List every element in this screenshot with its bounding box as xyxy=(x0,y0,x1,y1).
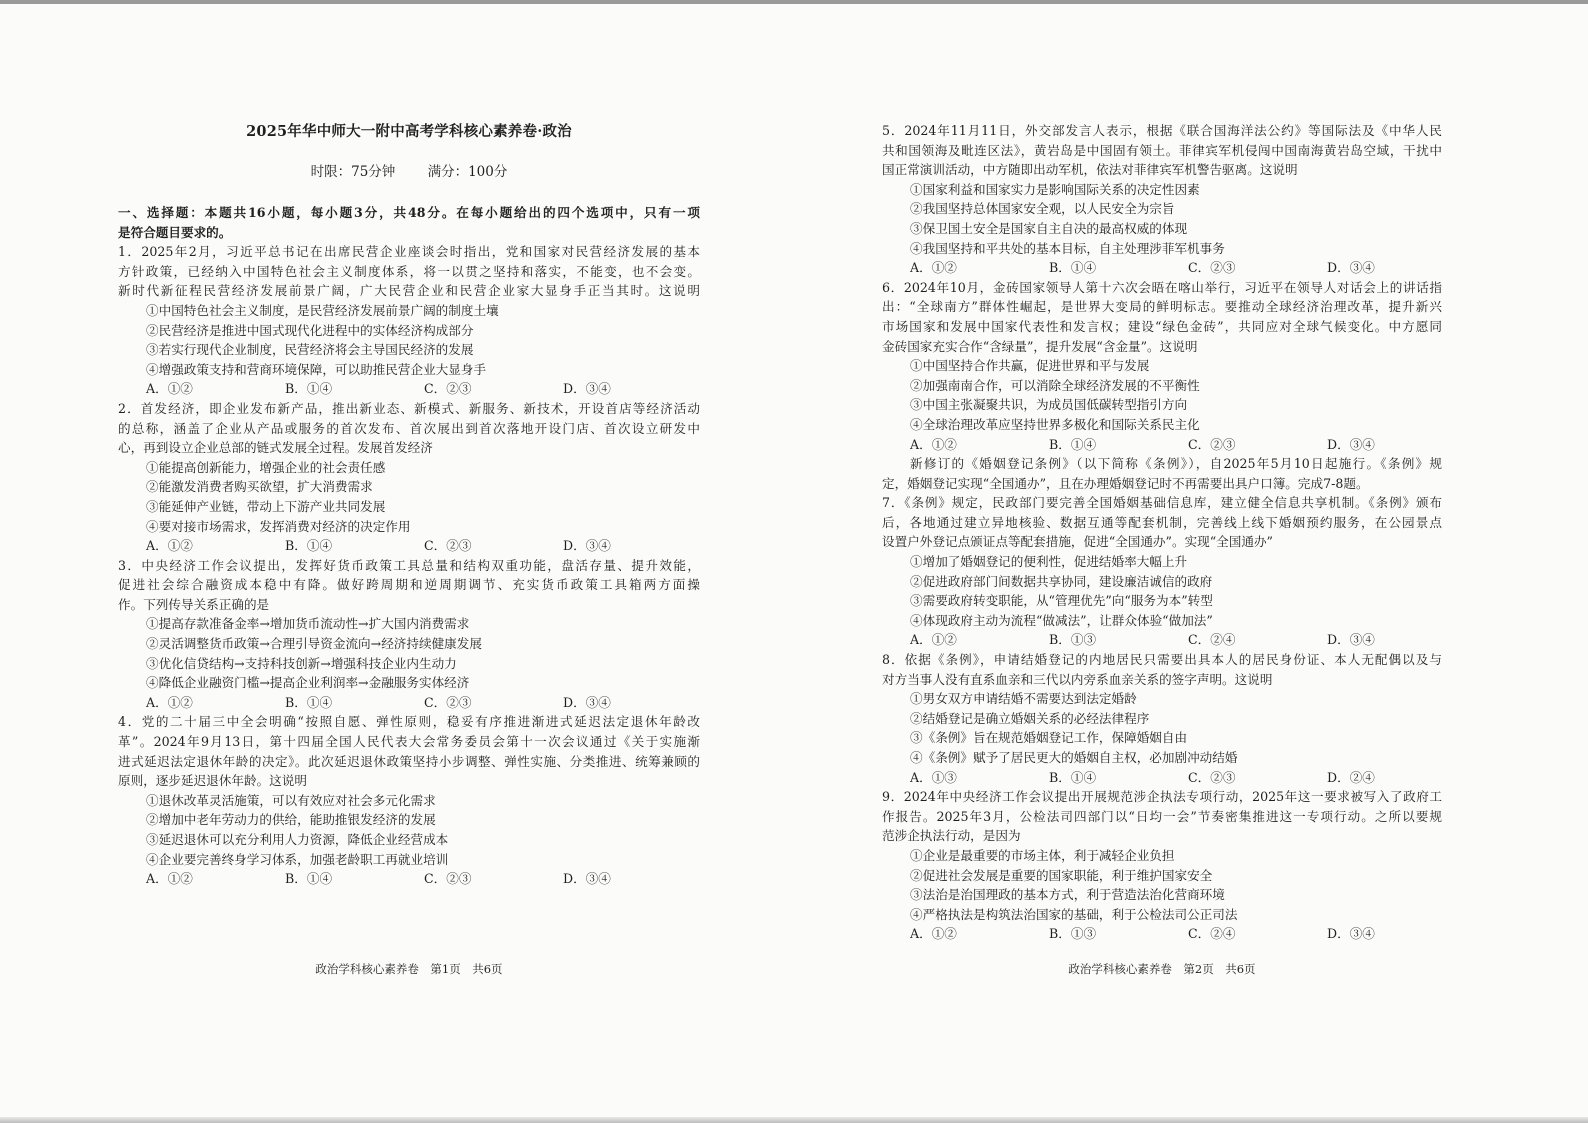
answer-options xyxy=(882,435,1442,455)
answer-option: C．②③ xyxy=(424,538,472,554)
scan-edge-bottom xyxy=(0,1117,1588,1123)
text-line: ②灵活调整货币政策→合理引导资金流向→经济持续健康发展 xyxy=(146,636,482,652)
text-line: 范涉企执法行动，是因为 xyxy=(882,828,1021,844)
answer-options xyxy=(882,258,1442,278)
text-line: 促进社会综合融资成本稳中有降。做好跨周期和逆周期调节、充实货币政策工具箱两方面操 xyxy=(118,577,700,593)
time-limit: 时限：75分钟 xyxy=(310,164,396,180)
answer-option: B．①④ xyxy=(285,538,333,554)
text-line: ①国家利益和国家实力是影响国际关系的决定性因素 xyxy=(910,181,1200,197)
text-line: 心，再到设立企业总部的链式发展全过程。发展首发经济 xyxy=(118,440,433,456)
text-line: 定，婚姻登记实现“全国通办”，且在办理婚姻登记时不再需要出具户口簿。完成7-8题。 xyxy=(882,475,1369,491)
text-line: ③法治是治国理政的基本方式，利于营造法治化营商环境 xyxy=(910,887,1225,903)
exam-page-1 xyxy=(118,0,700,1123)
answer-option: A．①② xyxy=(910,436,957,452)
answer-option: D．③④ xyxy=(563,538,611,554)
text-line: 2．首发经济，即企业发布新产品，推出新业态、新模式、新服务、新技术，开设首店等经济活动 xyxy=(118,400,700,416)
text-line: 革”。2024年9月13日，第十四届全国人民代表大会常务委员会第十一次会议通过《关于实施渐 xyxy=(118,734,700,750)
text-line: 设置户外登记点颁证点等配套措施，促进“全国通办”。实现“全国通办” xyxy=(882,534,1273,550)
text-line: ③中国主张凝聚共识，为成员国低碳转型指引方向 xyxy=(910,397,1188,413)
answer-option: B．①④ xyxy=(285,871,333,887)
text-line: ④全球治理改革应坚持世界多极化和国际关系民主化 xyxy=(910,416,1200,432)
text-line: 是符合题目要求的。 xyxy=(118,224,232,240)
text-line: ①增加了婚姻登记的便利性，促进结婚率大幅上升 xyxy=(910,554,1188,570)
text-line: 一、选择题：本题共16小题，每小题3分，共48分。在每小题给出的四个选项中，只有一项 xyxy=(118,205,700,220)
answer-option: B．①④ xyxy=(285,694,333,710)
text-line: ④我国坚持和平共处的基本目标，自主处理涉菲军机事务 xyxy=(910,240,1225,256)
answer-option: C．②④ xyxy=(1188,632,1236,648)
answer-option: D．③④ xyxy=(563,381,611,397)
answer-option: C．②③ xyxy=(424,871,472,887)
answer-option: D．②④ xyxy=(1327,769,1375,785)
answer-option: B．①④ xyxy=(1049,769,1097,785)
answer-option: A．①② xyxy=(146,538,193,554)
text-line: ④要对接市场需求，发挥消费对经济的决定作用 xyxy=(146,518,411,534)
answer-options xyxy=(118,693,700,713)
text-line: ①企业是最重要的市场主体，利于减轻企业负担 xyxy=(910,847,1175,863)
answer-option: A．①② xyxy=(146,871,193,887)
text-line: ③保卫国土安全是国家自主自决的最高权威的体现 xyxy=(910,220,1188,236)
text-line: ①退休改革灵活施策，可以有效应对社会多元化需求 xyxy=(146,792,436,808)
page-1-questions xyxy=(118,203,700,889)
text-line: ①提高存款准备金率→增加货币流动性→扩大国内消费需求 xyxy=(146,616,470,632)
text-line: ③需要政府转变职能，从“管理优先”向“服务为本”转型 xyxy=(910,593,1213,609)
text-line: 4．党的二十届三中全会明确“按照自愿、弹性原则，稳妥有序推进渐进式延迟法定退休年龄改 xyxy=(118,714,700,730)
text-line: 8．依据《条例》，申请结婚登记的内地居民只需要出具本人的居民身份证、本人无配偶以及与 xyxy=(882,652,1442,668)
exam-meta xyxy=(118,160,700,180)
text-line: 后，各地通过建立异地核验、数据互通等配套机制，完善线上线下婚姻预约服务，在公园景点 xyxy=(882,514,1442,530)
text-line: ③若实行现代企业制度，民营经济将会主导国民经济的发展 xyxy=(146,342,474,358)
answer-option: A．①② xyxy=(910,926,957,942)
text-line: 金砖国家充实合作“含绿量”，提升发展“含金量”。这说明 xyxy=(882,338,1198,354)
text-line: ②民营经济是推进中国式现代化进程中的实体经济构成部分 xyxy=(146,322,474,338)
page-1-footer: 政治学科核心素养卷 第1页 共6页 xyxy=(315,962,503,976)
answer-option: D．③④ xyxy=(1327,632,1375,648)
text-line: ③《条例》旨在规范婚姻登记工作，保障婚姻自由 xyxy=(910,730,1188,746)
text-line: 新时代新征程民营经济发展前景广阔，广大民营企业和民营企业家大显身手正当其时。这说明 xyxy=(118,283,700,299)
text-line: ②结婚登记是确立婚姻关系的必经法律程序 xyxy=(910,710,1150,726)
text-line: ③延迟退休可以充分利用人力资源，降低企业经营成本 xyxy=(146,832,449,847)
text-line: ③能延伸产业链，带动上下游产业共同发展 xyxy=(146,498,386,514)
answer-option: C．②③ xyxy=(1188,260,1236,276)
exam-page-2 xyxy=(882,0,1442,1123)
answer-option: C．②④ xyxy=(1188,926,1236,942)
answer-option: B．①④ xyxy=(1049,436,1097,452)
answer-option: A．①② xyxy=(146,381,193,397)
answer-option: D．③④ xyxy=(1327,926,1375,942)
text-line: 7．《条例》规定，民政部门要完善全国婚姻基础信息库，建立健全信息共享机制。《条例》颁布 xyxy=(882,495,1442,511)
answer-option: D．③④ xyxy=(563,871,611,887)
answer-option: B．①③ xyxy=(1049,926,1097,942)
text-line: 3．中央经济工作会议提出，发挥好货币政策工具总量和结构双重功能，盘活存量、提升效能， xyxy=(118,557,700,573)
answer-options xyxy=(882,630,1442,650)
answer-options xyxy=(882,924,1442,944)
text-line: 的总称，涵盖了企业从产品或服务的首次发布、首次展出到首次落地开设门店、首次设立研发中 xyxy=(118,420,700,436)
text-line: ②能激发消费者购买欲望，扩大消费需求 xyxy=(146,479,373,495)
text-line: 5．2024年11月11日，外交部发言人表示，根据《联合国海洋法公约》等国际法及《中华人民 xyxy=(882,123,1442,138)
answer-options xyxy=(118,379,700,399)
answer-option: B．①③ xyxy=(1049,632,1097,648)
text-line: 方针政策，已经纳入中国特色社会主义制度体系，将一以贯之坚持和落实，不能变，也不会变。 xyxy=(118,263,700,279)
answer-option: A．①② xyxy=(146,694,193,710)
answer-option: A．①② xyxy=(910,260,957,276)
text-line: ④《条例》赋予了居民更大的婚姻自主权，必加剧冲动结婚 xyxy=(910,750,1238,765)
text-line: 9．2024年中央经济工作会议提出开展规范涉企执法专项行动，2025年这一要求被写入了政府工 xyxy=(882,789,1442,805)
text-line: ④增强政策支持和营商环境保障，可以助推民营企业大显身手 xyxy=(146,361,487,377)
exam-title: 2025年华中师大一附中高考学科核心素养卷·政治 xyxy=(246,123,572,140)
answer-option: D．③④ xyxy=(563,694,611,710)
text-line: 新修订的《婚姻登记条例》（以下简称《条例》），自2025年5月10日起施行。《条例》规 xyxy=(910,456,1442,472)
text-line: ④企业要完善终身学习体系，加强老龄职工再就业培训 xyxy=(146,851,449,867)
answer-option: A．①③ xyxy=(910,769,957,785)
text-line: ②促进社会发展是重要的国家职能，利于维护国家安全 xyxy=(910,867,1213,883)
answer-option: C．②③ xyxy=(1188,436,1236,452)
text-line: 1．2025年2月，习近平总书记在出席民营企业座谈会时指出，党和国家对民营经济发展的基本 xyxy=(118,244,700,260)
answer-options xyxy=(118,869,700,889)
text-line: ②我国坚持总体国家安全观，以人民安全为宗旨 xyxy=(910,201,1175,217)
text-line: 对方当事人没有直系血亲和三代以内旁系血亲关系的签字声明。这说明 xyxy=(882,671,1273,687)
answer-options xyxy=(118,536,700,556)
answer-option: A．①② xyxy=(910,632,957,648)
text-line: 国正常演训活动，中方随即出动军机，依法对菲律宾军机警告驱离。这说明 xyxy=(882,162,1298,178)
text-line: 作报告。2025年3月，公检法司四部门以“日均一会”节奏密集推进这一专项行动。之所以要规 xyxy=(882,808,1442,824)
text-line: 共和国领海及毗连区法》，黄岩岛是中国固有领土。菲律宾军机侵闯中国南海黄岩岛空域，干扰中 xyxy=(882,142,1442,158)
text-line: ④严格执法是构筑法治国家的基础，利于公检法司公正司法 xyxy=(910,906,1238,922)
answer-option: B．①④ xyxy=(285,381,333,397)
full-score: 满分：100分 xyxy=(427,164,508,180)
answer-option: B．①④ xyxy=(1049,260,1097,276)
answer-option: D．③④ xyxy=(1327,260,1375,276)
answer-option: C．②③ xyxy=(1188,769,1236,785)
text-line: ②增加中老年劳动力的供给，能助推银发经济的发展 xyxy=(146,812,436,828)
text-line: ④降低企业融资门槛→提高企业利润率→金融服务实体经济 xyxy=(146,675,470,691)
text-line: ①能提高创新能力，增强企业的社会责任感 xyxy=(146,459,386,475)
text-line: 原则，逐步延迟退休年龄。这说明 xyxy=(118,773,307,789)
text-line: ③优化信贷结构→支持科技创新→增强科技企业内生动力 xyxy=(146,655,457,671)
text-line: ①中国特色社会主义制度，是民营经济发展前景广阔的制度土壤 xyxy=(146,302,499,318)
text-line: ①中国坚持合作共赢，促进世界和平与发展 xyxy=(910,358,1150,374)
answer-options xyxy=(882,768,1442,788)
text-line: ②加强南南合作，可以消除全球经济发展的不平衡性 xyxy=(910,377,1200,393)
page-2-questions xyxy=(882,121,1442,944)
page-2-footer: 政治学科核心素养卷 第2页 共6页 xyxy=(1068,962,1256,976)
answer-option: C．②③ xyxy=(424,694,472,710)
text-line: ④体现政府主动为流程“做减法”，让群众体验“做加法” xyxy=(910,612,1213,628)
text-line: 作。下列传导关系正确的是 xyxy=(118,596,270,612)
text-line: ①男女双方申请结婚不需要达到法定婚龄 xyxy=(910,691,1137,707)
text-line: 出：“全球南方”群体性崛起，是世界大变局的鲜明标志。要推动全球经济治理改革，提升新兴 xyxy=(882,299,1442,315)
answer-option: D．③④ xyxy=(1327,436,1375,452)
answer-option: C．②③ xyxy=(424,381,472,397)
text-line: ②促进政府部门间数据共享协同，建设廉洁诚信的政府 xyxy=(910,573,1213,589)
text-line: 市场国家和发展中国家代表性和发言权；建设“绿色金砖”，共同应对全球气候变化。中方愿同 xyxy=(882,318,1442,334)
text-line: 进式延迟法定退休年龄的决定》。此次延迟退休政策坚持小步调整、弹性实施、分类推进、统筹兼顾的 xyxy=(118,753,700,769)
text-line: 6．2024年10月，金砖国家领导人第十六次会晤在喀山举行，习近平在领导人对话会上的讲话指 xyxy=(882,279,1442,295)
